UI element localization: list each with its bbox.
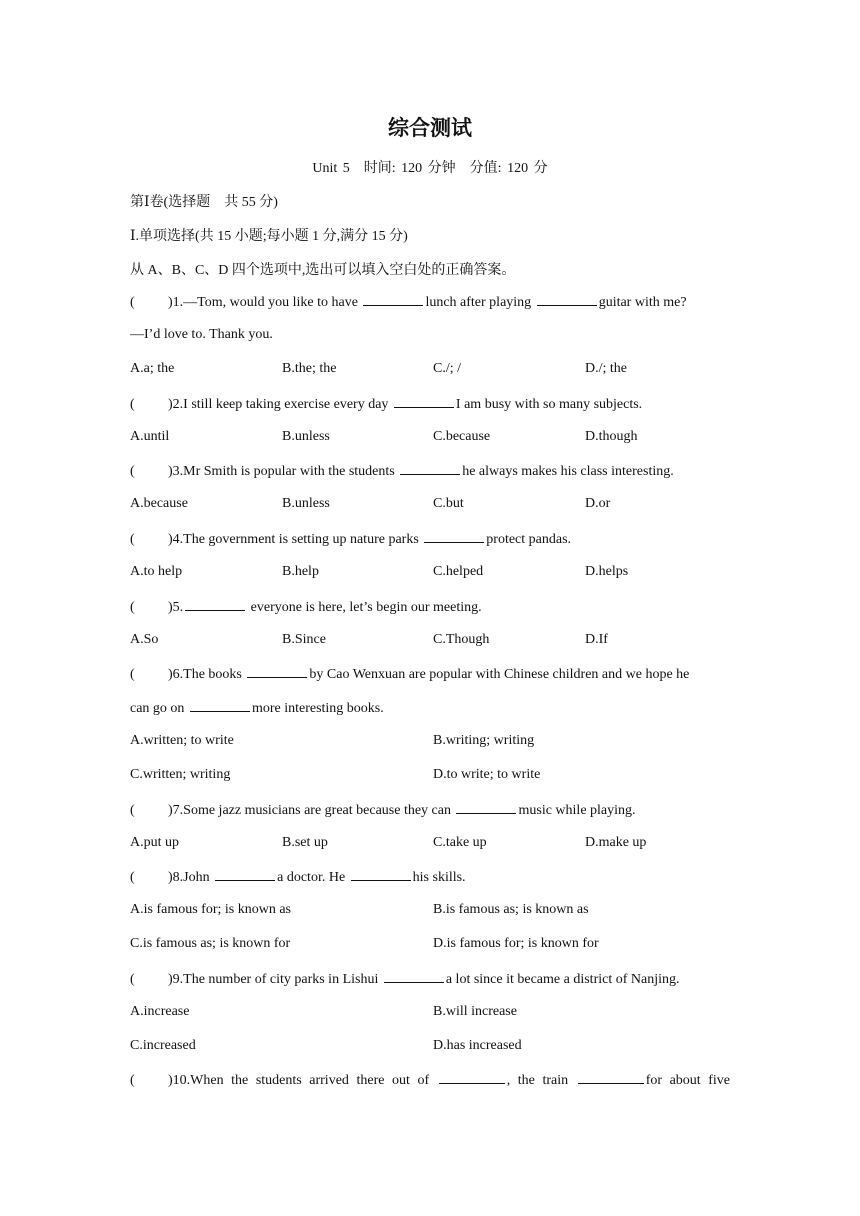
option-b: B.is famous as; is known as	[433, 902, 589, 917]
option-d: D.to write; to write	[433, 767, 541, 782]
option-d: D.helps	[585, 564, 629, 579]
question-10	[130, 1071, 730, 1089]
question-text: a doctor. He	[277, 870, 346, 885]
option-b: B.unless	[282, 496, 330, 511]
question-2	[130, 395, 642, 413]
question-text: more interesting books.	[251, 701, 384, 716]
question-text: for about five	[645, 1073, 731, 1088]
page-title: 综合测试	[388, 116, 472, 140]
question-text: )4.The government is setting up nature parks	[168, 532, 419, 547]
option-a: A.until	[130, 429, 170, 444]
option-c: C.but	[433, 496, 464, 511]
option-d: D.make up	[585, 835, 647, 850]
answer-blank	[247, 665, 307, 678]
question-text: , the train	[506, 1073, 569, 1088]
option-a: A.because	[130, 496, 188, 511]
question-4	[130, 530, 571, 548]
answer-paren[interactable]: (	[130, 972, 135, 987]
option-c: C.because	[433, 429, 491, 444]
option-c: C.helped	[433, 564, 484, 579]
question-text: )5.	[168, 600, 184, 615]
option-c: C.Though	[433, 632, 490, 647]
question-6	[130, 665, 689, 683]
answer-paren[interactable]: (	[130, 870, 135, 885]
answer-blank	[400, 462, 460, 475]
answer-blank	[215, 868, 275, 881]
question-text: can go on	[130, 701, 185, 716]
question-text: )7.Some jazz musicians are great because they can	[168, 803, 451, 818]
option-c: C./; /	[433, 361, 462, 376]
option-a: A.increase	[130, 1004, 190, 1019]
part-heading: 第Ⅰ卷(选择题 共 55 分)	[130, 195, 278, 210]
question-1	[130, 293, 687, 311]
answer-blank	[394, 395, 454, 408]
option-b: B.set up	[282, 835, 328, 850]
option-a: A.So	[130, 632, 159, 647]
answer-blank	[537, 293, 597, 306]
question-text: by Cao Wenxuan are popular with Chinese children and we hope he	[309, 667, 690, 682]
option-d: D.or	[585, 496, 611, 511]
option-b: B.unless	[282, 429, 330, 444]
question-3	[130, 462, 674, 480]
answer-paren[interactable]: (	[130, 1073, 135, 1088]
question-7	[130, 801, 636, 819]
option-a: A.to help	[130, 564, 183, 579]
answer-blank	[578, 1071, 644, 1084]
answer-blank	[190, 699, 250, 712]
question-text: lunch after playing	[425, 295, 532, 310]
answer-paren[interactable]: (	[130, 600, 135, 615]
answer-paren[interactable]: (	[130, 295, 135, 310]
section-heading: Ⅰ.单项选择(共 15 小题;每小题 1 分,满分 15 分)	[130, 229, 408, 244]
option-c: C.written; writing	[130, 767, 231, 782]
answer-blank	[363, 293, 423, 306]
option-b: B.will increase	[433, 1004, 517, 1019]
option-a: A.written; to write	[130, 733, 234, 748]
option-a: A.is famous for; is known as	[130, 902, 291, 917]
question-9	[130, 970, 680, 988]
question-text: )1.—Tom, would you like to have	[168, 295, 358, 310]
answer-paren[interactable]: (	[130, 532, 135, 547]
question-text: )3.Mr Smith is popular with the students	[168, 464, 395, 479]
answer-paren[interactable]: (	[130, 397, 135, 412]
question-text: everyone is here, let’s begin our meeting.	[247, 600, 482, 615]
option-b: B.the; the	[282, 361, 337, 376]
question-text: )9.The number of city parks in Lishui	[168, 972, 379, 987]
option-d: D.has increased	[433, 1038, 522, 1053]
answer-blank	[185, 598, 245, 611]
question-text: he always makes his class interesting.	[462, 464, 674, 479]
question-8	[130, 868, 466, 886]
question-5	[130, 598, 482, 616]
answer-blank	[351, 868, 411, 881]
question-text: I am busy with so many subjects.	[455, 397, 643, 412]
option-b: B.help	[282, 564, 319, 579]
question-text: protect pandas.	[486, 532, 572, 547]
option-a: A.a; the	[130, 361, 175, 376]
answer-blank	[439, 1071, 505, 1084]
answer-paren[interactable]: (	[130, 464, 135, 479]
answer-blank	[384, 970, 444, 983]
question-text: music while playing.	[518, 803, 636, 818]
answer-paren[interactable]: (	[130, 667, 135, 682]
option-d: D.If	[585, 632, 608, 647]
answer-blank	[456, 801, 516, 814]
question-6-continued	[130, 699, 384, 717]
question-text: a lot since it became a district of Nanjing.	[445, 972, 680, 987]
section-instruction: 从 A、B、C、D 四个选项中,选出可以填入空白处的正确答案。	[130, 263, 516, 278]
question-text: )6.The books	[168, 667, 242, 682]
answer-paren[interactable]: (	[130, 803, 135, 818]
option-d: D.is famous for; is known for	[433, 936, 599, 951]
option-a: A.put up	[130, 835, 179, 850]
option-d: D./; the	[585, 361, 627, 376]
option-c: C.take up	[433, 835, 487, 850]
question-text: )2.I still keep taking exercise every day	[168, 397, 389, 412]
question-text: )8.John	[168, 870, 210, 885]
option-b: B.writing; writing	[433, 733, 535, 748]
question-text: )10.When the students arrived there out of	[168, 1073, 430, 1088]
question-text: guitar with me?	[598, 295, 687, 310]
option-d: D.though	[585, 429, 638, 444]
answer-blank	[424, 530, 484, 543]
question-text: his skills.	[412, 870, 466, 885]
option-c: C.increased	[130, 1038, 196, 1053]
question-1-reply: —I’d love to. Thank you.	[130, 327, 273, 342]
option-c: C.is famous as; is known for	[130, 936, 291, 951]
page-subtitle: Unit 5 时间: 120 分钟 分值: 120 分	[312, 161, 548, 176]
option-b: B.Since	[282, 632, 326, 647]
